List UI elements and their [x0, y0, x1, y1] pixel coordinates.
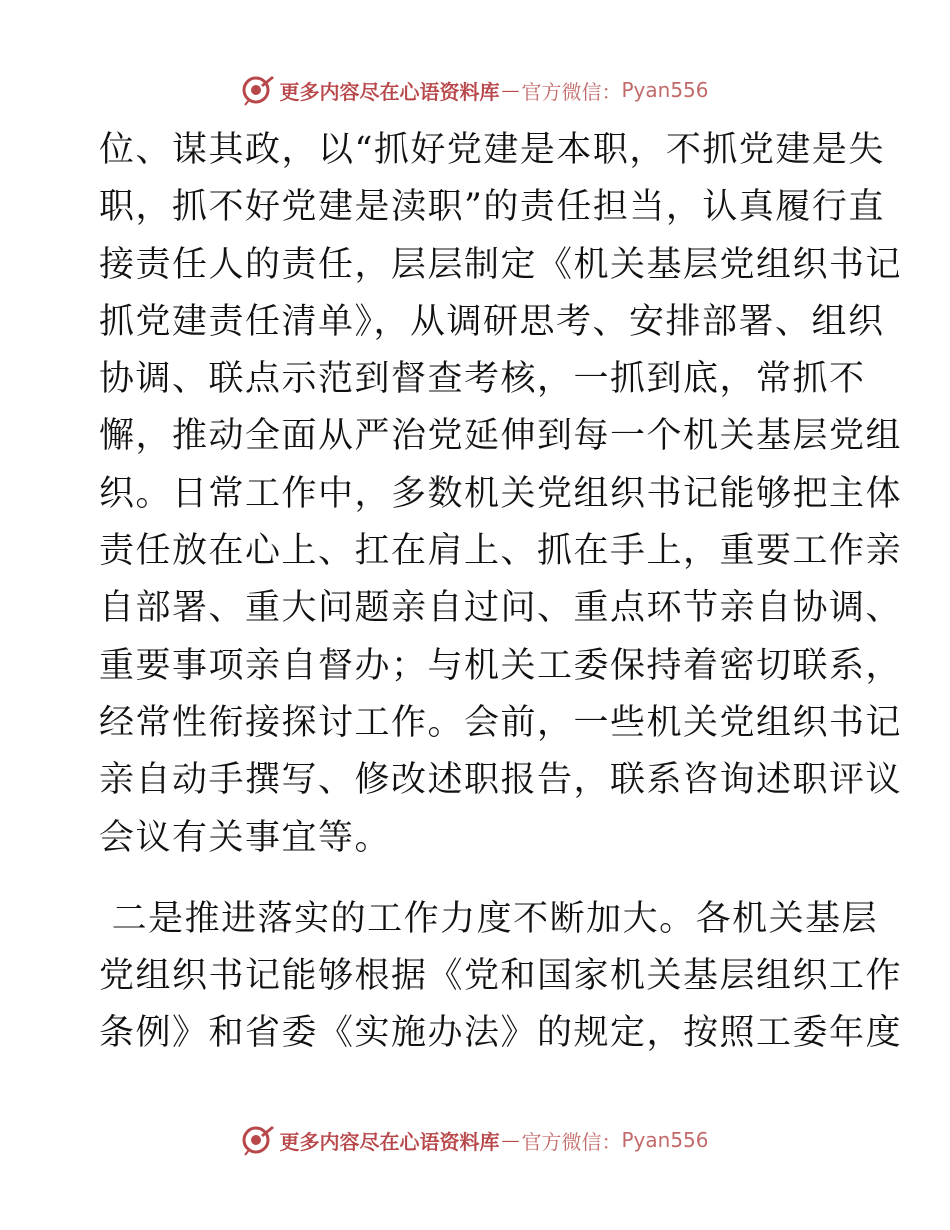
text-line: 会议有关事宜等。: [99, 817, 392, 858]
text-line: 亲自动手撰写、修改述职报告，联系咨询述职评议: [99, 760, 903, 801]
paragraph-spacer: [99, 867, 851, 891]
text-line: 抓党建责任清单》，从调研思考、安排部署、组织: [99, 301, 885, 342]
pen-logo-icon: [241, 1123, 275, 1157]
text-line: 二是推进落实的工作力度不断加大。各机关基层: [99, 898, 879, 939]
pen-logo-icon: [241, 73, 275, 107]
text-line: 党组织书记能够根据《党和国家机关基层组织工作: [99, 956, 903, 997]
text-line: 织。日常工作中，多数机关党组织书记能够把主体: [99, 473, 903, 514]
text-line: 懈，推动全面从严治党延伸到每一个机关基层党组: [99, 416, 903, 457]
text-line: 条例》和省委《实施办法》的规定，按照工委年度: [99, 1013, 903, 1054]
banner-dash: —: [501, 79, 520, 101]
text-line: 责任放在心上、扛在肩上、抓在手上，重要工作亲: [99, 531, 903, 572]
text-line: 重要事项亲自督办；与机关工委保持着密切联系，: [99, 645, 903, 686]
header-banner: [0, 70, 950, 110]
text-line: 职，抓不好党建是渎职”的责任担当，认真履行直: [99, 187, 885, 228]
banner-brand-text: 更多内容尽在心语资料库: [279, 1129, 500, 1154]
banner-dash: —: [501, 1129, 520, 1151]
text-line: 经常性衔接探讨工作。会前，一些机关党组织书记: [99, 702, 903, 743]
banner-official-label: 官方微信：: [521, 79, 622, 104]
banner-wechat-id: Pyan556: [621, 1128, 709, 1152]
banner-brand-text: 更多内容尽在心语资料库: [279, 79, 500, 104]
banner-wechat-id: Pyan556: [621, 78, 709, 102]
text-line: 自部署、重大问题亲自过问、重点环节亲自协调、: [99, 588, 903, 629]
document-body: [99, 122, 903, 1063]
text-line: 接责任人的责任，层层制定《机关基层党组织书记: [99, 244, 903, 285]
text-line: 协调、联点示范到督查考核，一抓到底，常抓不: [99, 359, 866, 400]
paragraph-2: [99, 891, 903, 1063]
text-line: 位、谋其政，以“抓好党建是本职，不抓党建是失: [99, 130, 885, 170]
footer-banner: [0, 1120, 950, 1160]
paragraph-1: [99, 122, 903, 867]
banner-official-label: 官方微信：: [521, 1129, 622, 1154]
